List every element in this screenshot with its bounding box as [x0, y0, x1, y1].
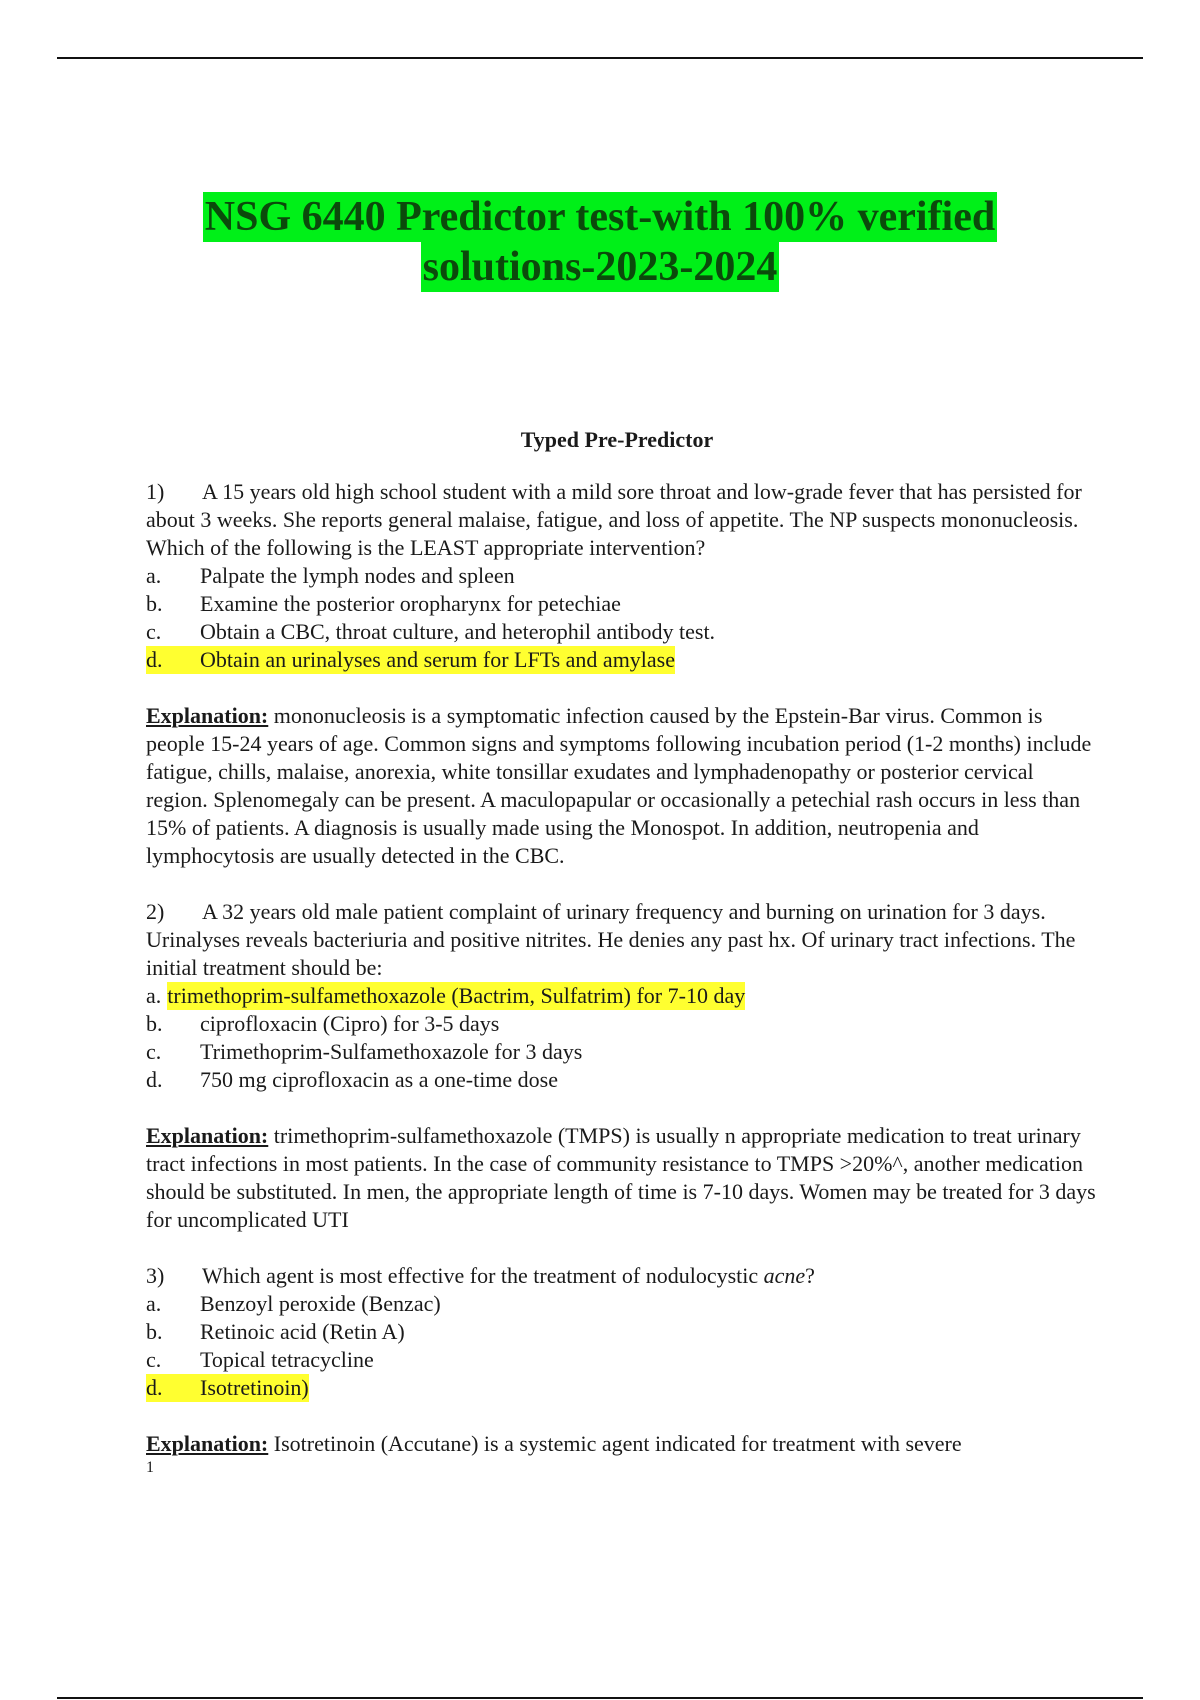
- option-text: Topical tetracycline: [200, 1347, 374, 1372]
- option-a: [146, 562, 1096, 590]
- option-text: trimethoprim-sulfamethoxazole (Bactrim, Sulfatrim) for 7-10 day: [167, 983, 746, 1008]
- option-b: [146, 1010, 1096, 1038]
- explanation-text: Isotretinoin (Accutane) is a systemic agent indicated for treatment with severe: [268, 1431, 962, 1456]
- explanation-text: mononucleosis is a symptomatic infection caused by the Epstein-Bar virus. Common is people 15-24 years of age. Common signs and symptoms following incubation period (1-2 months) include fatigue, chills, malaise, anorexia, white tonsillar exudates and lymphadenopathy or posterior cervical region. Splenomegaly can be present. A maculopapular or occasionally a petechial rash occurs in less than 15% of patients. A diagnosis is usually made using the Monospot. In addition, neutropenia and lymphocytosis are usually detected in the CBC.: [146, 703, 1092, 868]
- question-text: A 32 years old male patient complaint of urinary frequency and burning on urination for 3: [202, 899, 995, 924]
- document-body: [146, 478, 1096, 1478]
- option-b: [146, 1318, 1096, 1346]
- title-line-1: NSG 6440 Predictor test-with 100% verified: [204, 194, 996, 240]
- question-3: [146, 1262, 1096, 1402]
- option-text: Trimethoprim-Sulfamethoxazole for 3 days: [200, 1039, 583, 1064]
- question-number: 3): [146, 1263, 165, 1288]
- question-number: 1): [146, 479, 165, 504]
- option-text: Palpate the lymph nodes and spleen: [200, 563, 515, 588]
- section-subtitle: Typed Pre-Predictor: [520, 427, 714, 452]
- option-letter: d.: [146, 647, 163, 672]
- option-d-correct: [146, 646, 675, 674]
- page-number: 1: [146, 1459, 154, 1476]
- option-c: [146, 1038, 1096, 1066]
- footer-rule: [57, 1697, 1143, 1699]
- question-2: [146, 898, 1096, 1094]
- option-d: [146, 1066, 1096, 1094]
- question-text-end: ?: [805, 1263, 815, 1288]
- option-text: Examine the posterior oropharynx for petechiae: [200, 591, 621, 616]
- explanation-text: trimethoprim-sulfamethoxazole (TMPS) is usually n appropriate medication to treat urinary tract infections in most patients. In the case of community resistance to TMPS >20%^, another medication should be substituted. In men, the appropriate length of time is 7-10 days. Women may be treated for 3 days for uncomplicated UTI: [146, 1123, 1096, 1232]
- question-1-stem: [146, 478, 1096, 562]
- question-number: 2): [146, 899, 165, 924]
- question-text: A 15 years old high school student with a mild sore throat and low-grade fever that has: [202, 479, 967, 504]
- explanation-1: [146, 702, 1096, 870]
- explanation-label: Explanation:: [146, 703, 269, 728]
- question-text: Which agent is most effective for the treatment of nodulocystic: [202, 1263, 764, 1288]
- option-letter: b.: [146, 591, 163, 616]
- option-d-correct: [146, 1374, 309, 1402]
- question-1: [146, 478, 1096, 674]
- option-text: Isotretinoin): [200, 1375, 309, 1400]
- option-c: [146, 618, 1096, 646]
- option-letter: a.: [146, 563, 162, 588]
- option-text: Benzoyl peroxide (Benzac): [200, 1291, 441, 1316]
- option-letter: b.: [146, 1319, 163, 1344]
- option-text: ciprofloxacin (Cipro) for 3-5 days: [200, 1011, 500, 1036]
- option-text: Retinoic acid (Retin A): [200, 1319, 405, 1344]
- question-text-cont: persisted for about 3 weeks. She reports general malaise, fatigue, and loss of appetite. The NP suspects mononucleosis. Which of the following is the LEAST appropriate intervention?: [146, 479, 1082, 560]
- option-letter: a.: [146, 983, 162, 1008]
- option-letter: c.: [146, 1039, 162, 1064]
- question-text-cont: days. Urinalyses reveals bacteriuria and positive nitrites. He denies any past hx. Of urinary tract infections. The initial treatment should be:: [146, 899, 1076, 980]
- question-text-italic: acne: [763, 1263, 806, 1288]
- explanation-label: Explanation:: [146, 1431, 269, 1456]
- header-rule: [57, 57, 1143, 59]
- option-letter: c.: [146, 1347, 162, 1372]
- option-text: Obtain a CBC, throat culture, and heterophil antibody test.: [200, 619, 716, 644]
- option-letter: d.: [146, 1067, 163, 1092]
- option-letter: d.: [146, 1375, 163, 1400]
- explanation-label: Explanation:: [146, 1123, 269, 1148]
- option-letter: a.: [146, 1291, 162, 1316]
- option-letter: c.: [146, 619, 162, 644]
- document-title: [0, 192, 1200, 292]
- option-a-correct: [146, 982, 1096, 1010]
- explanation-2: [146, 1122, 1096, 1234]
- option-letter: b.: [146, 1011, 163, 1036]
- question-3-stem: [146, 1262, 1096, 1290]
- option-text: 750 mg ciprofloxacin as a one-time dose: [200, 1067, 559, 1092]
- explanation-3: [146, 1430, 1096, 1458]
- option-a: [146, 1290, 1096, 1318]
- title-line-2: solutions-2023-2024: [422, 244, 778, 290]
- option-c: [146, 1346, 1096, 1374]
- option-b: [146, 590, 1096, 618]
- option-text: Obtain an urinalyses and serum for LFTs and amylase: [200, 647, 676, 672]
- question-2-stem: [146, 898, 1096, 982]
